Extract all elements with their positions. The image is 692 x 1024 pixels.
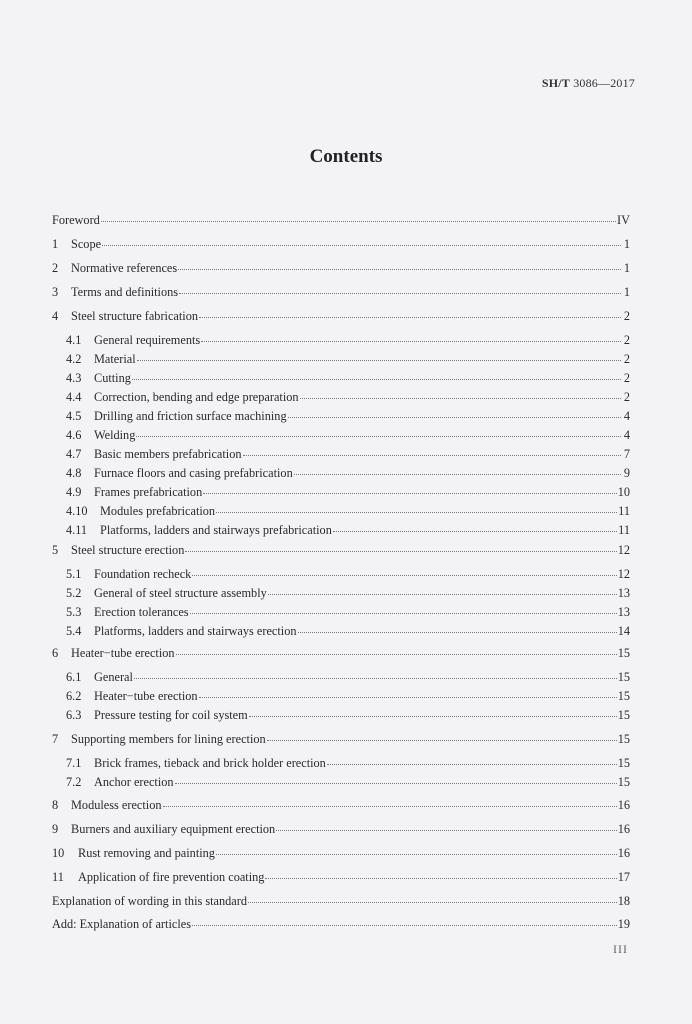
toc-entry-page: 12	[617, 543, 630, 557]
toc-entry[interactable]	[66, 465, 630, 481]
toc-leader-dots	[178, 260, 621, 270]
toc-entry-page: 1	[623, 237, 630, 251]
toc-entry-title: Anchor erection	[94, 775, 174, 789]
toc-leader-dots	[265, 869, 616, 879]
toc-entry-page: 16	[617, 846, 630, 860]
toc-entry[interactable]	[52, 542, 630, 558]
toc-entry-number: 4.10	[66, 504, 88, 518]
toc-entry-page: 17	[617, 870, 630, 884]
page-number: III	[613, 942, 628, 956]
toc-entry[interactable]	[66, 389, 630, 405]
toc-entry-title: Normative references	[71, 261, 178, 275]
toc-leader-dots	[268, 585, 617, 595]
toc-entry[interactable]	[52, 797, 630, 813]
toc-entry-page: 16	[617, 822, 630, 836]
toc-entry[interactable]	[66, 503, 630, 519]
toc-entry-number: 5.1	[66, 567, 82, 581]
toc-entry-title: Cutting	[94, 371, 131, 385]
toc-leader-dots	[132, 370, 621, 380]
toc-entry[interactable]	[52, 916, 630, 932]
toc-entry[interactable]	[52, 308, 630, 324]
toc-leader-dots	[216, 845, 617, 855]
toc-entry-title: General of steel structure assembly	[94, 586, 267, 600]
toc-entry-page: 18	[617, 894, 630, 908]
toc-entry-title: Furnace floors and casing prefabrication	[94, 466, 293, 480]
toc-entry-page: 2	[623, 371, 630, 385]
toc-entry-number: 4.4	[66, 390, 82, 404]
toc-entry-number: 4	[52, 309, 59, 323]
toc-entry-number: 3	[52, 285, 59, 299]
toc-leader-dots	[176, 645, 617, 655]
toc-entry-page: 15	[617, 756, 630, 770]
toc-entry-number: 4.6	[66, 428, 82, 442]
toc-entry-number: 4.5	[66, 409, 82, 423]
toc-entry-number: 8	[52, 798, 59, 812]
toc-entry-page: 11	[618, 523, 630, 537]
toc-entry-page: 2	[623, 309, 630, 323]
toc-entry[interactable]	[66, 585, 630, 601]
toc-entry[interactable]	[66, 604, 630, 620]
toc-entry-title: Foreword	[52, 213, 100, 227]
toc-entry-number: 6.1	[66, 670, 82, 684]
toc-entry[interactable]	[52, 893, 630, 909]
toc-entry-number: 1	[52, 237, 59, 251]
toc-entry-page: 12	[617, 567, 630, 581]
toc-entry-title: Add: Explanation of articles	[52, 917, 191, 931]
toc-entry-number: 4.9	[66, 485, 82, 499]
toc-entry[interactable]	[66, 446, 630, 462]
toc-entry-title: Moduless erection	[71, 798, 162, 812]
standard-code	[542, 76, 635, 91]
toc-entry-number: 5.2	[66, 586, 82, 600]
toc-leader-dots	[288, 408, 621, 418]
toc-leader-dots	[163, 797, 617, 807]
toc-entry-title: Erection tolerances	[94, 605, 189, 619]
toc-entry-title: Foundation recheck	[94, 567, 192, 581]
toc-entry-number: 7.2	[66, 775, 82, 789]
toc-entry[interactable]	[66, 669, 630, 685]
toc-entry-page: 13	[617, 586, 630, 600]
toc-entry-title: General requirements	[94, 333, 201, 347]
toc-leader-dots	[192, 566, 616, 576]
toc-entry-title: Heater−tube erection	[71, 646, 175, 660]
toc-leader-dots	[267, 731, 617, 741]
toc-entry[interactable]	[66, 707, 630, 723]
toc-leader-dots	[333, 522, 617, 532]
toc-entry[interactable]	[66, 427, 630, 443]
toc-entry-number: 4.11	[66, 523, 88, 537]
toc-entry-title: Pressure testing for coil system	[94, 708, 248, 722]
toc-entry-title: Application of fire prevention coating	[78, 870, 265, 884]
toc-leader-dots	[102, 236, 621, 246]
toc-entry-title: Explanation of wording in this standard	[52, 894, 248, 908]
toc-entry[interactable]	[52, 731, 630, 747]
toc-leader-dots	[243, 446, 621, 456]
toc-entry-page: 15	[617, 646, 630, 660]
toc-entry-page: 15	[617, 732, 630, 746]
toc-entry-title: Material	[94, 352, 136, 366]
toc-entry-title: General	[94, 670, 133, 684]
toc-entry-page: 15	[617, 689, 630, 703]
toc-entry-number: 2	[52, 261, 59, 275]
toc-entry-title: Heater−tube erection	[94, 689, 198, 703]
toc-entry-number: 7.1	[66, 756, 82, 770]
toc-leader-dots	[276, 821, 617, 831]
toc-leader-dots	[201, 332, 621, 342]
toc-leader-dots	[298, 623, 617, 633]
toc-leader-dots	[300, 389, 621, 399]
toc-entry-number: 6.2	[66, 689, 82, 703]
toc-leader-dots	[137, 351, 621, 361]
toc-leader-dots	[216, 503, 617, 513]
toc-entry-page: 11	[618, 504, 630, 518]
toc-entry[interactable]	[52, 284, 630, 300]
toc-entry-page: 1	[623, 261, 630, 275]
toc-leader-dots	[136, 427, 621, 437]
toc-entry[interactable]	[66, 351, 630, 367]
toc-entry-title: Frames prefabrication	[94, 485, 203, 499]
toc-entry-title: Platforms, ladders and stairways erection	[94, 624, 297, 638]
toc-entry[interactable]	[52, 869, 630, 885]
toc-entry[interactable]	[52, 821, 630, 837]
toc-entry-page: IV	[617, 213, 630, 227]
toc-entry-number: 5.4	[66, 624, 82, 638]
toc-entry-number: 6.3	[66, 708, 82, 722]
toc-entry-title: Drilling and friction surface machining	[94, 409, 287, 423]
toc-entry[interactable]	[66, 484, 630, 500]
toc-entry[interactable]	[66, 566, 630, 582]
toc-entry-title: Terms and definitions	[71, 285, 179, 299]
toc-entry-page: 2	[623, 333, 630, 347]
toc-entry-page: 2	[623, 352, 630, 366]
toc-entry-title: Brick frames, tieback and brick holder erection	[94, 756, 326, 770]
toc-entry[interactable]	[66, 688, 630, 704]
toc-entry[interactable]	[66, 774, 630, 790]
toc-entry-number: 6	[52, 646, 59, 660]
toc-entry-page: 2	[623, 390, 630, 404]
toc-entry-page: 16	[617, 798, 630, 812]
toc-entry[interactable]	[66, 755, 630, 771]
toc-entry-number: 5	[52, 543, 59, 557]
toc-entry-title: Correction, bending and edge preparation	[94, 390, 299, 404]
toc-entry[interactable]	[52, 236, 630, 252]
toc-leader-dots	[199, 688, 617, 698]
toc-leader-dots	[199, 308, 621, 318]
toc-leader-dots	[248, 893, 617, 903]
toc-entry-page: 9	[623, 466, 630, 480]
toc-entry-page: 15	[617, 708, 630, 722]
toc-entry-number: 4.2	[66, 352, 82, 366]
toc-entry[interactable]	[52, 645, 630, 661]
toc-entry[interactable]	[52, 845, 630, 861]
toc-entry-title: Steel structure fabrication	[71, 309, 199, 323]
toc-leader-dots	[327, 755, 617, 765]
toc-entry-page: 15	[617, 670, 630, 684]
toc-leader-dots	[249, 707, 617, 717]
toc-entry-title: Steel structure erection	[71, 543, 185, 557]
toc-leader-dots	[175, 774, 617, 784]
toc-leader-dots	[294, 465, 621, 475]
toc-entry-page: 1	[623, 285, 630, 299]
toc-leader-dots	[179, 284, 621, 294]
page-title: Contents	[309, 146, 383, 167]
toc-entry[interactable]	[66, 408, 630, 424]
toc-entry-number: 5.3	[66, 605, 82, 619]
toc-entry-title: Scope	[71, 237, 102, 251]
toc-entry-number: 11	[52, 870, 64, 884]
toc-entry-number: 4.3	[66, 371, 82, 385]
toc-entry-title: Rust removing and painting	[78, 846, 215, 860]
toc-leader-dots	[192, 916, 617, 926]
toc-entry[interactable]	[52, 260, 630, 276]
toc-entry-title: Burners and auxiliary equipment erection	[71, 822, 276, 836]
toc-entry-page: 4	[623, 409, 630, 423]
toc-entry-number: 9	[52, 822, 59, 836]
toc-entry[interactable]	[52, 212, 630, 228]
toc-leader-dots	[101, 212, 616, 222]
toc-entry[interactable]	[66, 332, 630, 348]
toc-entry-title: Platforms, ladders and stairways prefabrication	[100, 523, 332, 537]
toc-entry-page: 14	[617, 624, 630, 638]
toc-entry-number: 4.7	[66, 447, 82, 461]
toc-entry[interactable]	[66, 370, 630, 386]
toc-leader-dots	[185, 542, 616, 552]
toc-entry-page: 10	[617, 485, 630, 499]
toc-leader-dots	[203, 484, 616, 494]
toc-leader-dots	[134, 669, 617, 679]
standard-code-number: 3086—2017	[570, 76, 635, 90]
standard-code-prefix: SH/T	[541, 76, 570, 90]
toc-entry-number: 10	[52, 846, 65, 860]
toc-entry-page: 7	[623, 447, 630, 461]
toc-entry-title: Modules prefabrication	[100, 504, 216, 518]
toc-entry[interactable]	[66, 623, 630, 639]
toc-entry-number: 4.1	[66, 333, 82, 347]
toc-entry-title: Basic members prefabrication	[94, 447, 242, 461]
toc-entry-title: Supporting members for lining erection	[71, 732, 266, 746]
toc-entry-number: 7	[52, 732, 59, 746]
toc-entry-page: 13	[617, 605, 630, 619]
toc-entry-page: 4	[623, 428, 630, 442]
toc-entry-number: 4.8	[66, 466, 82, 480]
toc-entry[interactable]	[66, 522, 630, 538]
toc-leader-dots	[190, 604, 617, 614]
toc-entry-page: 19	[617, 917, 630, 931]
toc-entry-page: 15	[617, 775, 630, 789]
toc-entry-title: Welding	[94, 428, 136, 442]
